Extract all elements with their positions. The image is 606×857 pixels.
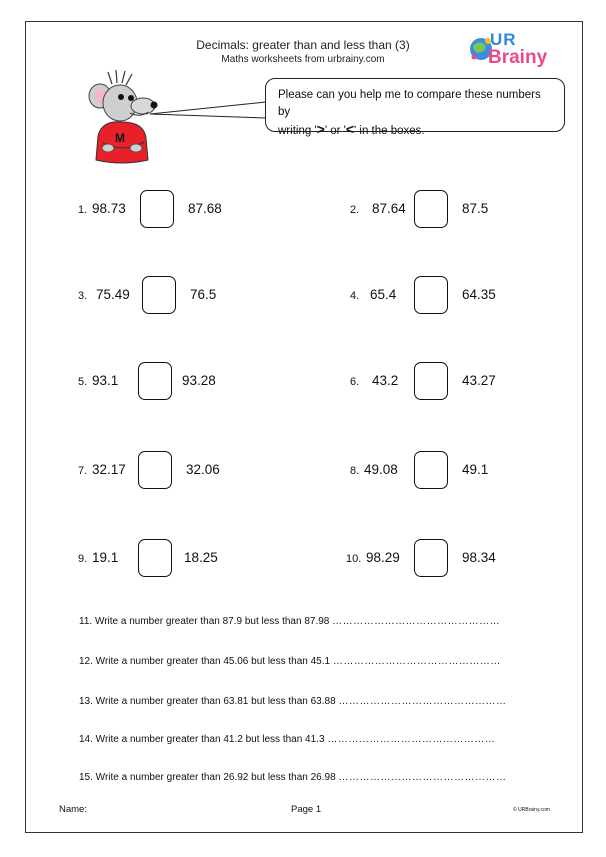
written-question (79, 734, 495, 745)
question-right-value: 98.34 (462, 550, 496, 565)
question-number: 5. (78, 376, 88, 388)
question-left-value: 87.64 (372, 201, 406, 216)
written-question (79, 696, 506, 707)
question-left-value: 19.1 (92, 550, 119, 565)
mouse-mascot-icon (88, 70, 158, 168)
question-number: 10. (346, 553, 362, 565)
answer-dotted-line[interactable]: ………………………………………… (338, 772, 507, 783)
copyright-text: © URBrainy.com (513, 807, 550, 813)
answer-box[interactable] (414, 362, 448, 400)
question-right-value: 18.25 (184, 550, 218, 565)
speech-bubble-tail (150, 100, 268, 122)
answer-box[interactable] (140, 190, 174, 228)
mascot-shirt-letter: M (115, 131, 125, 145)
written-question (79, 616, 500, 627)
written-question-text: 13. Write a number greater than 63.81 but less than 63.88 (79, 696, 336, 707)
question-left-value: 32.17 (92, 462, 126, 477)
answer-box[interactable] (414, 539, 448, 577)
question-left-value: 49.08 (364, 462, 398, 477)
written-question-text: 12. Write a number greater than 45.06 but less than 45.1 (79, 656, 331, 667)
question-left-value: 43.2 (372, 373, 399, 388)
question-number: 1. (78, 204, 88, 216)
written-question-text: 11. Write a number greater than 87.9 but less than 87.98 (79, 616, 330, 627)
answer-dotted-line[interactable]: ………………………………………… (338, 696, 507, 707)
question-left-value: 98.29 (366, 550, 400, 565)
written-question (79, 656, 501, 667)
page-number: Page 1 (291, 804, 322, 815)
answer-box[interactable] (138, 362, 172, 400)
less-than-symbol: < (345, 121, 355, 137)
answer-box[interactable] (414, 451, 448, 489)
speech-bubble-instruction (265, 78, 565, 137)
greater-than-symbol: > (316, 121, 325, 137)
answer-dotted-line[interactable]: ………………………………………… (332, 656, 501, 667)
instruction-line-1: Please can you help me to compare these numbers by (278, 89, 541, 118)
logo-brainy-text: Brainy (488, 47, 548, 68)
instruction-line-2 (278, 121, 554, 140)
written-question-text: 15. Write a number greater than 26.92 but less than 26.98 (79, 772, 336, 783)
urbrainy-logo (468, 30, 568, 74)
answer-box[interactable] (414, 190, 448, 228)
question-right-value: 49.1 (462, 462, 489, 477)
answer-box[interactable] (142, 276, 176, 314)
question-number: 3. (78, 290, 88, 302)
question-number: 9. (78, 553, 88, 565)
question-right-value: 43.27 (462, 373, 496, 388)
question-right-value: 87.68 (188, 201, 222, 216)
question-right-value: 64.35 (462, 287, 496, 302)
question-left-value: 98.73 (92, 201, 126, 216)
instruction-text: ' or ' (324, 125, 346, 137)
page-title: Decimals: greater than and less than (3) (196, 38, 410, 52)
page-subtitle: Maths worksheets from urbrainy.com (221, 54, 385, 65)
question-number: 8. (350, 465, 360, 477)
question-left-value: 93.1 (92, 373, 119, 388)
answer-box[interactable] (414, 276, 448, 314)
name-label: Name: (59, 804, 87, 815)
written-question (79, 772, 506, 783)
question-number: 6. (350, 376, 360, 388)
question-number: 7. (78, 465, 88, 477)
written-question-text: 14. Write a number greater than 41.2 but less than 41.3 (79, 734, 325, 745)
instruction-text: ' in the boxes. (354, 125, 425, 137)
question-left-value: 65.4 (370, 287, 397, 302)
question-right-value: 87.5 (462, 201, 489, 216)
answer-box[interactable] (138, 451, 172, 489)
instruction-text: writing ' (278, 125, 317, 137)
question-right-value: 76.5 (190, 287, 217, 302)
question-left-value: 75.49 (96, 287, 130, 302)
answer-box[interactable] (138, 539, 172, 577)
question-right-value: 32.06 (186, 462, 220, 477)
question-right-value: 93.28 (182, 373, 216, 388)
question-number: 2. (350, 204, 360, 216)
answer-dotted-line[interactable]: ………………………………………… (332, 616, 501, 627)
logo-ur-text: UR (490, 30, 517, 49)
answer-dotted-line[interactable]: ………………………………………… (327, 734, 496, 745)
question-number: 4. (350, 290, 360, 302)
